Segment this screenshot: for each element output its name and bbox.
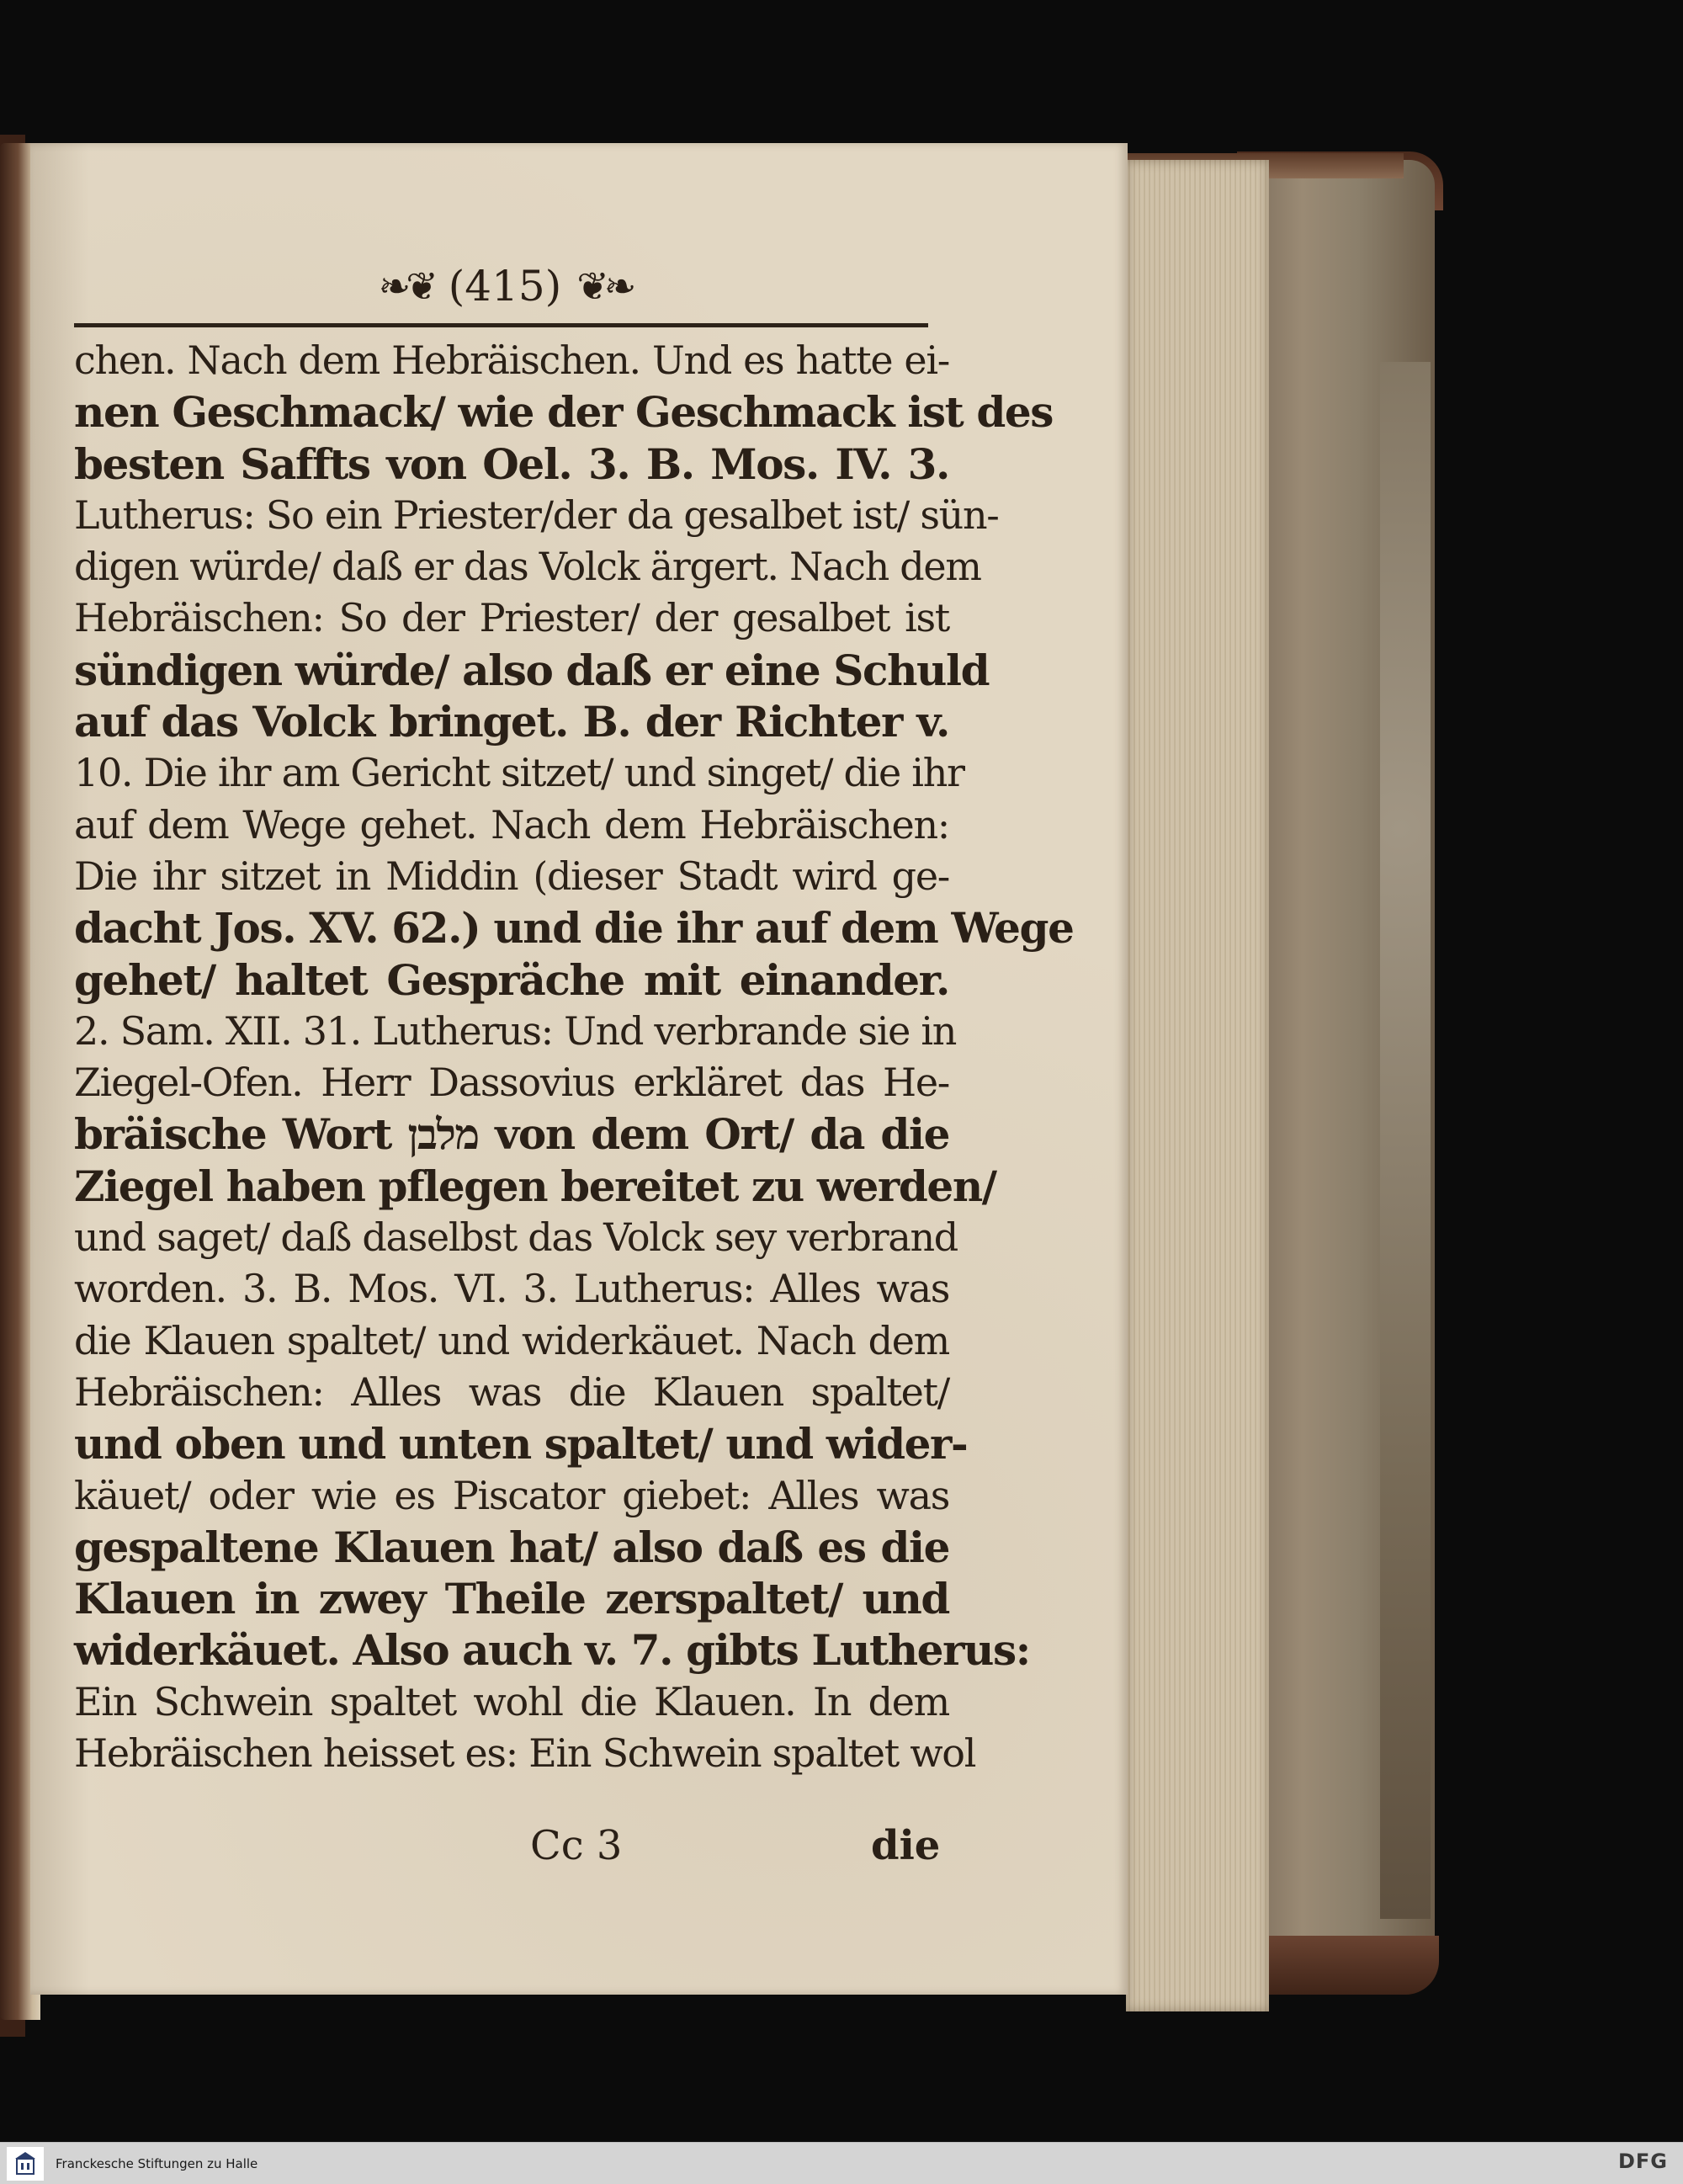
text-line: auf dem Wege gehet. Nach dem Hebräischen:	[74, 801, 949, 848]
text-line: Klauen in zwey Theile zerspaltet/ und	[74, 1574, 949, 1624]
text-line: käuet/ oder wie es Piscator giebet: Alles was	[74, 1472, 949, 1518]
page-number: (415)	[448, 262, 562, 311]
text-line: Ziegel haben pflegen bereitet zu werden/	[74, 1161, 996, 1211]
text-line: gehet/ haltet Gespräche mit einander.	[74, 954, 949, 1005]
text-line: widerkäuet. Also auch v. 7. gibts Lutherus:	[74, 1625, 1030, 1676]
text-line: nen Geschmack/ wie der Geschmack ist des	[74, 387, 1054, 438]
back-cover-texture	[1380, 362, 1431, 1919]
text-line: sündigen würde/ also daß er eine Schuld	[74, 645, 990, 695]
dfg-logo: DFG	[1617, 2149, 1668, 2173]
text-line: Hebräischen: Alles was die Klauen spaltet/	[74, 1368, 949, 1415]
page-block-edge	[1126, 160, 1269, 2011]
header-rule	[74, 323, 928, 327]
text-line: worden. 3. B. Mos. VI. 3. Lutherus: Alles was	[74, 1266, 949, 1312]
institution-label: Franckesche Stiftungen zu Halle	[56, 2155, 258, 2171]
ornament-left-icon: ❧❦	[378, 263, 433, 309]
ornament-right-icon: ❦❧	[576, 263, 632, 309]
text-line: auf das Volck bringet. B. der Richter v.	[74, 697, 949, 747]
text-line: 10. Die ihr am Gericht sitzet/ und singet/ die ihr	[74, 750, 964, 796]
text-line: und saget/ daß daselbst das Volck sey verbrand	[74, 1214, 958, 1261]
page-header	[320, 257, 690, 316]
text-line: gespaltene Klauen hat/ also daß es die	[74, 1522, 949, 1572]
text-line: bräische Wort מלבן von dem Ort/ da die	[74, 1109, 949, 1160]
catchword: die	[871, 1822, 941, 1869]
text-line: Ziegel-Ofen. Herr Dassovius erkläret das He-	[74, 1060, 949, 1106]
bottom-bar	[0, 2142, 1683, 2184]
signature-mark: Cc 3	[530, 1822, 623, 1869]
text-line: dacht Jos. XV. 62.) und die ihr auf dem Wege	[74, 903, 1074, 954]
text-line: Hebräischen: So der Priester/ der gesalbet ist	[74, 595, 949, 641]
institution-logo-icon	[7, 2147, 44, 2181]
text-line: besten Saffts von Oel. 3. B. Mos. IV. 3.	[74, 438, 949, 489]
text-line: Ein Schwein spaltet wohl die Klauen. In dem	[74, 1678, 949, 1724]
text-line: und oben und unten spaltet/ und wider-	[74, 1419, 968, 1469]
text-line: chen. Nach dem Hebräischen. Und es hatte ei-	[74, 337, 949, 383]
text-line: digen würde/ daß er das Volck ärgert. Nach dem	[74, 544, 981, 590]
text-line: Lutherus: So ein Priester/der da gesalbet ist/ sün-	[74, 492, 999, 538]
body-text	[74, 335, 1074, 1779]
text-line: Hebräischen heisset es: Ein Schwein spaltet wol	[74, 1730, 976, 1777]
text-line: 2. Sam. XII. 31. Lutherus: Und verbrande sie in	[74, 1007, 957, 1054]
text-line: Die ihr sitzet in Middin (dieser Stadt wird ge-	[74, 853, 949, 899]
text-line: die Klauen spaltet/ und widerkäuet. Nach dem	[74, 1317, 949, 1363]
